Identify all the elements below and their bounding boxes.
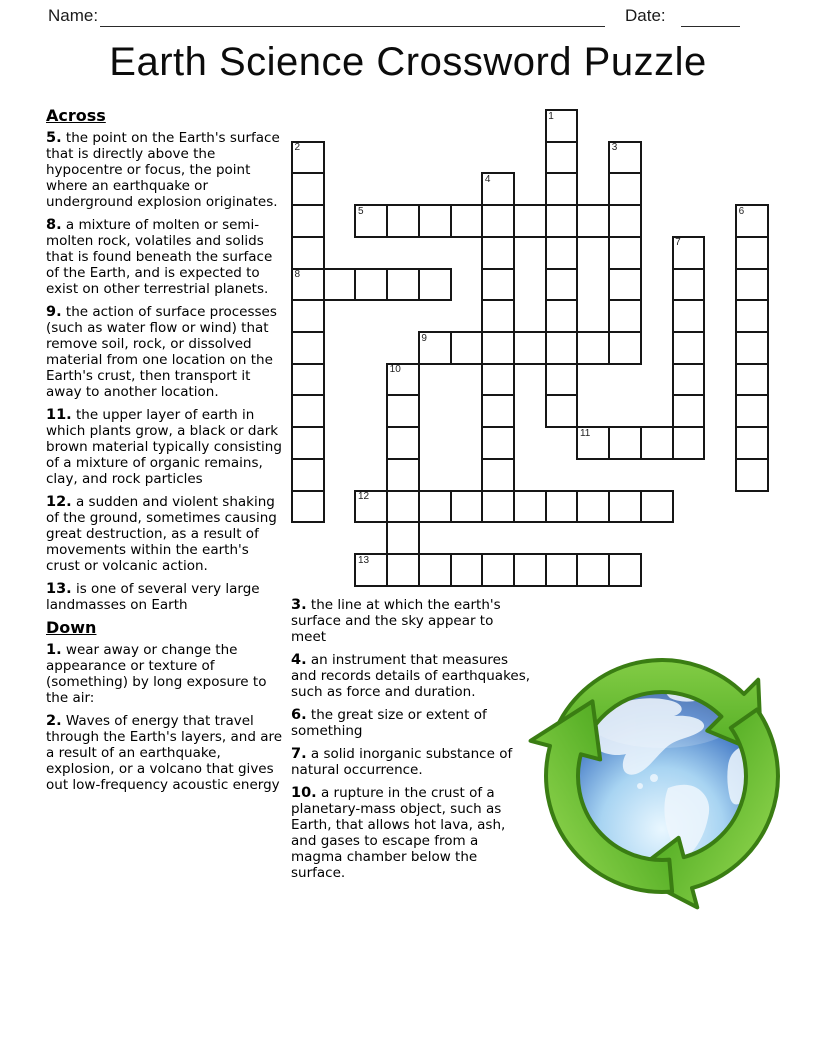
grid-cell[interactable] — [545, 268, 579, 302]
grid-cell[interactable] — [386, 458, 420, 492]
clue-text: the line at which the earth's surface and the sky appear to meet — [291, 597, 501, 645]
cell-number: 13 — [357, 554, 370, 566]
grid-cell[interactable] — [672, 363, 706, 397]
clue-2 — [46, 713, 284, 793]
clue-9 — [46, 304, 284, 400]
grid-cell[interactable] — [735, 236, 769, 270]
grid-cell[interactable] — [545, 363, 579, 397]
grid-cell[interactable] — [640, 490, 674, 524]
grid-cell[interactable] — [576, 490, 610, 524]
clue-number: 8. — [46, 217, 62, 233]
grid-cell[interactable] — [576, 331, 610, 365]
grid-cell[interactable] — [545, 394, 579, 428]
grid-cell[interactable] — [418, 204, 452, 238]
date-label: Date: — [625, 6, 666, 25]
grid-cell[interactable] — [291, 172, 325, 206]
clue-text: an instrument that measures and records details of earthquakes, such as force and duration. — [291, 652, 531, 700]
grid-cell[interactable] — [481, 363, 515, 397]
cell-number: 7 — [675, 237, 681, 249]
clue-8 — [46, 217, 284, 297]
grid-cell[interactable] — [608, 236, 642, 270]
page-title: Earth Science Crossword Puzzle — [109, 40, 707, 84]
grid-cell[interactable] — [291, 394, 325, 428]
grid-cell[interactable] — [291, 299, 325, 333]
grid-cell[interactable] — [450, 553, 484, 587]
grid-cell[interactable] — [513, 204, 547, 238]
clue-number: 5. — [46, 130, 62, 146]
grid-cell[interactable] — [386, 268, 420, 302]
grid-cell[interactable] — [481, 458, 515, 492]
clue-4 — [291, 652, 531, 700]
grid-cell[interactable] — [608, 331, 642, 365]
grid-cell[interactable] — [386, 426, 420, 460]
clue-text: a sudden and violent shaking of the ground, sometimes causing great destruction, as a result of movements within the earth's crust or volcanic action. — [46, 494, 277, 574]
grid-cell[interactable] — [291, 204, 325, 238]
grid-cell[interactable] — [672, 331, 706, 365]
clue-number: 3. — [291, 597, 307, 613]
grid-cell[interactable] — [386, 490, 420, 524]
grid-cell[interactable] — [735, 331, 769, 365]
down-clues-middle — [291, 597, 531, 881]
grid-cell[interactable] — [672, 268, 706, 302]
grid-cell[interactable] — [291, 458, 325, 492]
grid-cell[interactable] — [672, 299, 706, 333]
grid-cell[interactable] — [513, 331, 547, 365]
crossword-grid — [291, 109, 771, 589]
cell-number: 6 — [738, 205, 745, 217]
clue-13 — [46, 581, 284, 613]
down-heading: Down — [46, 618, 97, 637]
grid-cell[interactable] — [354, 268, 388, 302]
cell-number: 9 — [421, 332, 427, 344]
grid-cell[interactable] — [672, 394, 706, 428]
grid-cell[interactable] — [608, 268, 642, 302]
clue-text: the upper layer of earth in which plants grow, a black or dark brown material typically consisting of a mixture of organic remains, clay, and rock particles — [46, 407, 282, 487]
across-clues — [46, 130, 284, 613]
grid-cell[interactable] — [545, 172, 579, 206]
grid-cell[interactable] — [386, 553, 420, 587]
grid-cell[interactable] — [735, 299, 769, 333]
name-input-line[interactable] — [100, 25, 605, 27]
grid-cell[interactable] — [450, 204, 484, 238]
clue-10 — [291, 785, 531, 881]
grid-cell[interactable] — [608, 299, 642, 333]
grid-cell[interactable] — [576, 553, 610, 587]
clue-6 — [291, 707, 531, 739]
clues-middle-column — [291, 597, 531, 888]
grid-cell[interactable] — [513, 553, 547, 587]
grid-cell[interactable] — [291, 363, 325, 397]
grid-cell[interactable] — [291, 331, 325, 365]
grid-cell[interactable] — [386, 204, 420, 238]
grid-cell[interactable] — [386, 521, 420, 555]
grid-cell[interactable] — [576, 204, 610, 238]
grid-cell[interactable] — [418, 268, 452, 302]
grid-cell[interactable] — [608, 172, 642, 206]
grid-cell[interactable] — [481, 553, 515, 587]
grid-cell[interactable] — [291, 236, 325, 270]
grid-cell[interactable] — [481, 394, 515, 428]
grid-cell[interactable] — [386, 394, 420, 428]
grid-cell[interactable] — [735, 458, 769, 492]
clue-text: is one of several very large landmasses on Earth — [46, 581, 260, 613]
grid-cell[interactable] — [735, 426, 769, 460]
grid-cell[interactable] — [291, 490, 325, 524]
cell-number: 2 — [294, 142, 301, 154]
grid-cell[interactable] — [450, 331, 484, 365]
grid-cell[interactable] — [608, 490, 642, 524]
cell-number: 1 — [548, 110, 554, 122]
grid-cell[interactable] — [418, 553, 452, 587]
clues-left-column — [46, 108, 284, 800]
clue-number: 12. — [46, 494, 72, 510]
clue-5 — [46, 130, 284, 210]
clue-number: 7. — [291, 746, 307, 762]
clue-number: 1. — [46, 642, 62, 658]
grid-cell[interactable] — [418, 490, 452, 524]
clue-number: 10. — [291, 785, 317, 801]
clue-number: 4. — [291, 652, 307, 668]
across-heading: Across — [46, 106, 106, 125]
grid-cell[interactable] — [545, 299, 579, 333]
date-input-line[interactable] — [681, 25, 740, 27]
clue-number: 2. — [46, 713, 62, 729]
clue-text: a rupture in the crust of a planetary-mass object, such as Earth, that allows hot lava, ash, and gases to escape from a magma chamber below the surface. — [291, 785, 506, 881]
cell-number: 4 — [484, 173, 491, 185]
down-clues-left — [46, 642, 284, 793]
clue-number: 9. — [46, 304, 62, 320]
clue-text: the action of surface processes (such as water flow or wind) that remove soil, rock, or dissolved material from one location on the Earth's crust, then transport it away to another location. — [46, 304, 277, 400]
grid-cell[interactable] — [481, 204, 515, 238]
grid-cell[interactable] — [608, 426, 642, 460]
clue-number: 13. — [46, 581, 72, 597]
grid-cell[interactable] — [735, 394, 769, 428]
clue-text: a solid inorganic substance of natural occurrence. — [291, 746, 513, 778]
grid-cell[interactable] — [608, 553, 642, 587]
clue-11 — [46, 407, 284, 487]
clue-text: wear away or change the appearance or texture of (something) by long exposure to the air: — [46, 642, 267, 706]
cell-number: 10 — [389, 364, 401, 376]
clue-text: Waves of energy that travel through the Earth's layers, and are a result of an earthquake, explosion, or a volcano that gives out low-frequency acoustic energy — [46, 713, 283, 793]
earth-recycle-illustration — [518, 628, 816, 938]
grid-cell[interactable] — [735, 268, 769, 302]
cell-number: 3 — [611, 142, 618, 154]
clue-1 — [46, 642, 284, 706]
grid-cell[interactable] — [323, 268, 357, 302]
name-label: Name: — [48, 6, 99, 25]
clue-text: the point on the Earth's surface that is directly above the hypocentre or focus, the point where an earthquake or underground explosion originates. — [46, 130, 280, 210]
grid-cell[interactable] — [481, 426, 515, 460]
grid-cell[interactable] — [481, 299, 515, 333]
grid-cell[interactable] — [545, 331, 579, 365]
grid-cell[interactable] — [545, 141, 579, 175]
grid-cell[interactable] — [672, 426, 706, 460]
clue-number: 6. — [291, 707, 307, 723]
clue-text: the great size or extent of something — [291, 707, 487, 739]
grid-cell[interactable] — [608, 204, 642, 238]
clue-7 — [291, 746, 531, 778]
grid-cell[interactable] — [291, 426, 325, 460]
grid-cell[interactable] — [481, 490, 515, 524]
grid-cell[interactable] — [545, 490, 579, 524]
clue-text: a mixture of molten or semi-molten rock, volatiles and solids that is found beneath the surface of the Earth, and is expected to exist on other terrestrial planets. — [46, 217, 273, 297]
grid-cell[interactable] — [481, 236, 515, 270]
grid-cell[interactable] — [481, 331, 515, 365]
grid-cell[interactable] — [735, 363, 769, 397]
cell-number: 8 — [294, 269, 301, 281]
grid-cell[interactable] — [545, 553, 579, 587]
clue-number: 11. — [46, 407, 72, 423]
grid-cell[interactable] — [481, 268, 515, 302]
grid-cell[interactable] — [640, 426, 674, 460]
cell-number: 12 — [357, 491, 370, 503]
grid-cell[interactable] — [513, 490, 547, 524]
cell-number: 5 — [357, 205, 364, 217]
grid-cell[interactable] — [545, 204, 579, 238]
grid-cell[interactable] — [450, 490, 484, 524]
grid-cell[interactable] — [545, 236, 579, 270]
clue-3 — [291, 597, 531, 645]
cell-number: 11 — [579, 427, 591, 439]
clue-12 — [46, 494, 284, 574]
